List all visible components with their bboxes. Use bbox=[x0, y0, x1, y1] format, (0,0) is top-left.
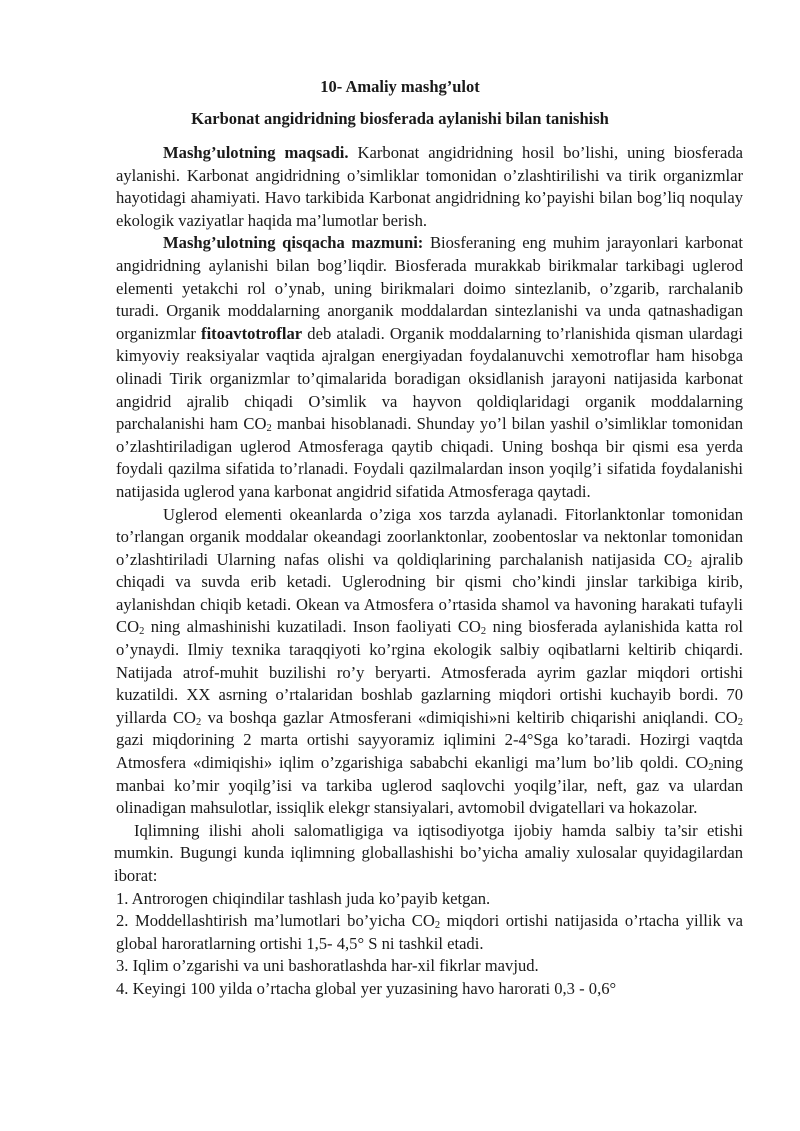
text-okean-1: Uglerod elementi okeanlarda o’ziga xos tarzda aylanadi. Fitorlanktonlar tomonidan to’rlangan organik moddalar okeandagi zoorlanktonlar, zoobentoslar va nektonlar tomonidan o’zlashtiriladi Ularning nafas olishi va qoldiqlarining parchalanish natijasida bbox=[116, 504, 743, 569]
paragraph-maqsad bbox=[116, 142, 743, 232]
text-okean-5: va boshqa gazlar Atmosferani «dimiqishi»ni keltirib chiqarishi aniqlandi. bbox=[207, 707, 709, 727]
paragraph-okean bbox=[116, 504, 743, 820]
text-okean-6: gazi miqdorining 2 marta ortishi sayyoramiz iqlimini 2-4°Sga ko’taradi. Hozirgi vaqtda Atmosfera «dimiqishi» iqlim o’zgarishiga sababchi ekanligi ma’lum bo’lib qoldi. bbox=[116, 730, 743, 773]
page-subtitle: Karbonat angidridning biosferada aylanishi bilan tanishish bbox=[191, 109, 609, 128]
list-item: 2. Moddellashtirish ma’lumotlari bo’yicha $CO_2$ miqdori ortishi natijasida o’rtacha yillik va global haroratlarning ortishi 1,5- 4,5° S ni tashkil etadi. bbox=[116, 911, 743, 953]
text-okean-2: ajralib chiqadi va suvda erib ketadi. Uglerodning bir qismi cho’kindi jinslar tarkibiga kirib, aylanishdan chiqib ketadi. Okean va Atmosfera o’rtasida shamol va havoning harakati tufayli bbox=[116, 549, 744, 614]
term-fitoavtotroflar: fitoavtotroflar bbox=[201, 323, 303, 343]
text-maqsad: Karbonat angidridning hosil bo’lishi, uning biosferada aylanishi. Karbonat angidridning o’simliklar tomonidan o’zlashtirilishi va tirik organizmlar hayotidagi ahamiyati. Havo tarkibida Karbonat angidridning ko’payishi bilan bog’liq noqulay ekologik vaziyatlar haqida ma’lumotlar berish. bbox=[116, 143, 743, 230]
co2-formula: $CO_2$ bbox=[116, 617, 145, 638]
page-title: 10- Amaliy mashg’ulot bbox=[320, 77, 480, 96]
document-body bbox=[116, 142, 743, 1001]
text-okean-4: ning biosferada aylanishida katta rol o’ynaydi. Ilmiy texnika taraqqiyoti ko’rgina ekologik salbiy oqibatlarni keltirib chiqardi. Natijada atrof-muhit buzilishi ro’y beryarti. Atmosferada ayrim gazlar miqdori ortishi kuzatildi. XX asrning o’rtalaridan boshlab gazlarning miqdori ortishi kuchayib bordi. 70 yillarda bbox=[116, 617, 744, 727]
label-mazmun: Mashg’ulotning qisqacha mazmuni: bbox=[163, 233, 424, 253]
co2-formula: $CO_2$ bbox=[457, 617, 487, 638]
text-mazmun-3: manbai hisoblanadi. Shunday yo’l bilan yashil o’simliklar tomonidan o’zlashtiriladigan uglerod Atmosferaga qaytib chiqadi. Uning boshqa bir qismi esa yerda foydali qazilma sifatida to’rlanadi. Foydali qazilmalardan inson yoqilg’i sifatida foydalanishi natijasida uglerod yana karbonat angidrid sifatida Atmosferaga qaytadi. bbox=[116, 414, 743, 501]
label-maqsad: Mashg’ulotning maqsadi. bbox=[163, 143, 349, 162]
co2-formula: $CO_2$ bbox=[714, 707, 743, 728]
co2-formula: $CO_2$ bbox=[411, 911, 441, 932]
co2-formula: $CO_2$ bbox=[663, 549, 693, 570]
co2-formula: $CO_2$ bbox=[172, 707, 202, 728]
text-okean-7: ning manbai ko’mir yoqilg’isi va tarkiba uglerod saqlovchi yoqilg’ilar, neft, gaz va ulardan olinadigan mahsulotlar, issiqlik elekgr stansiyalari, avtomobil dvigatellari va hokazolar. bbox=[116, 753, 744, 818]
list-item: 4. Keyingi 100 yilda o’rtacha global yer yuzasining havo harorati 0,3 - 0,6° bbox=[116, 978, 617, 998]
list-item: 1. Antrorogen chiqindilar tashlash juda ko’payib ketgan. bbox=[116, 888, 491, 908]
text-mazmun-2: deb ataladi. Organik moddalarning to’rlanishida qisman ulardagi kimyoviy reaksiyalar vaqtida ajralgan energiyadan foydalanuvchi xemotroflar ham hisobga olinadi Tirik organizmlar to’qimalarida boradigan oksidlanish jarayoni natijasida karbonat angidrid ajralib chiqadi O’simlik va hayvon qoldiqlaridagi organik moddalarning parchalanishi ham bbox=[116, 323, 743, 434]
text-okean-3: ning almashinishi kuzatiladi. Inson faoliyati bbox=[150, 617, 452, 637]
co2-formula: $CO_2$ bbox=[685, 753, 714, 774]
paragraph-iqlim: Iqlimning ilishi aholi salomatligiga va iqtisodiyotga ijobiy hamda salbiy ta’sir etishi mumkin. Bugungi kunda iqlimning globallashishi bo’yicha amaliy xulosalar quyidagilardan iborat: bbox=[114, 820, 743, 885]
list-item: 3. Iqlim o’zgarishi va uni bashoratlashda har-xil fikrlar mavjud. bbox=[116, 956, 539, 976]
paragraph-mazmun bbox=[116, 232, 743, 503]
text-mazmun-1: Biosferaning eng muhim jarayonlari karbonat angidridning aylanishi bilan bog’liqdir. Biosferada murakkab birikmalar tarkibagi uglerod elementi yetakchi rol o’ynab, uning birikmalari doimo sintezlanib, o’zgarib, rarchalanib turadi. Organik moddalarning anorganik moddalardan sintezlanishi va unda qatnashadigan organizmlar bbox=[116, 233, 743, 343]
co2-formula: $CO_2$ bbox=[243, 414, 272, 435]
